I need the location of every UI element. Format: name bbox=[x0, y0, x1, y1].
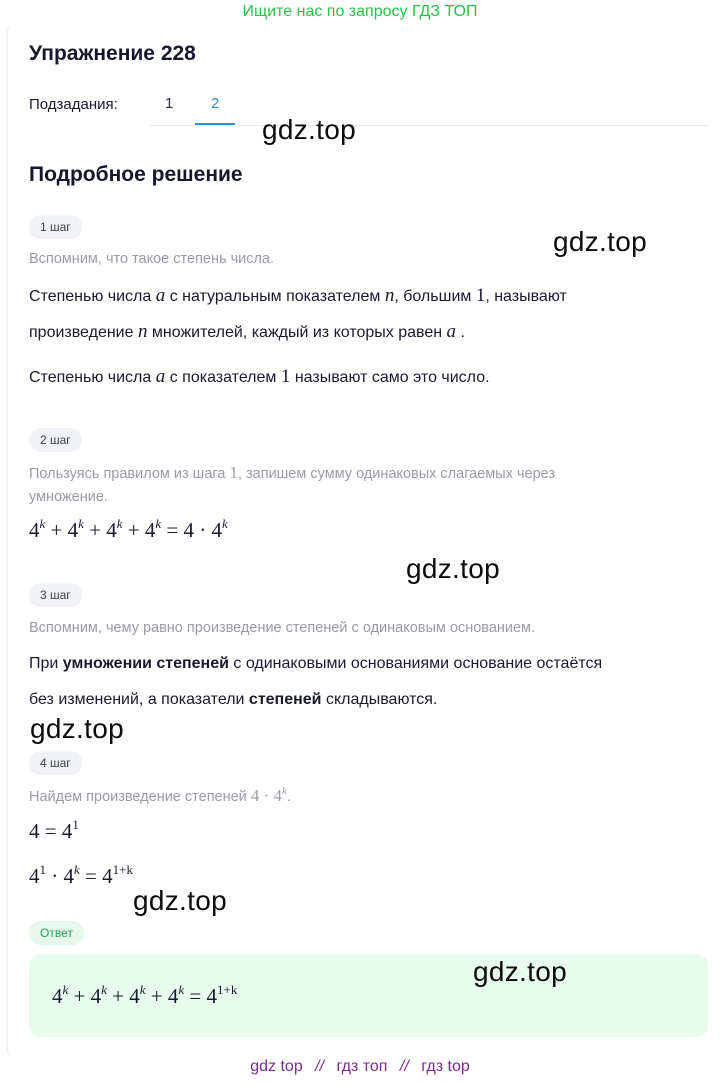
subtask-tab-1[interactable]: 1 bbox=[165, 95, 174, 112]
step-badge: 2 шаг bbox=[29, 428, 82, 452]
footer-link[interactable]: gdz top bbox=[250, 1058, 303, 1075]
watermark: gdz.top bbox=[133, 885, 227, 916]
watermark: gdz.top bbox=[406, 553, 500, 584]
watermark: gdz.top bbox=[262, 114, 356, 145]
step-hint: Пользуясь правилом из шага 1, запишем сумму одинаковых слагаемых через умножение. bbox=[29, 463, 556, 505]
step-hint: Вспомним, что такое степень числа. bbox=[29, 251, 275, 267]
step-text: Степенью числа a с показателем 1 называют само это число. bbox=[29, 366, 490, 387]
step-text: Степенью числа a с натуральным показателем n, большим 1, называют bbox=[29, 285, 567, 306]
step-badge: 4 шаг bbox=[29, 751, 82, 775]
subtasks-label: Подзадания: bbox=[29, 96, 118, 113]
footer-separator: // bbox=[315, 1058, 325, 1075]
watermark: gdz.top bbox=[553, 226, 647, 257]
step-badge: 3 шаг bbox=[29, 583, 82, 607]
footer-links bbox=[0, 1058, 720, 1076]
formula-product: $4^1 \cdot 4^k = 4^{1+k}$ bbox=[29, 862, 133, 888]
exercise-title: Упражнение 228 bbox=[29, 42, 196, 65]
answer-box bbox=[29, 954, 708, 1037]
active-tab-indicator bbox=[195, 123, 235, 125]
answer-formula: $4^k + 4^k + 4^k + 4^k = 4^{1+k}$ bbox=[52, 982, 238, 1008]
footer-separator: // bbox=[399, 1058, 409, 1075]
step-badge: 1 шаг bbox=[29, 215, 82, 239]
solution-heading: Подробное решение bbox=[29, 163, 243, 186]
footer-link[interactable]: гдз топ bbox=[336, 1058, 388, 1075]
footer-link[interactable]: гдз top bbox=[421, 1058, 470, 1075]
step-text: без изменений, а показатели степеней складываются. bbox=[29, 691, 438, 708]
step-hint: Найдем произведение степеней $4 \cdot 4^k$. bbox=[29, 785, 291, 805]
watermark: gdz.top bbox=[30, 713, 124, 744]
step-text: произведение n множителей, каждый из которых равен a . bbox=[29, 321, 465, 342]
answer-badge: Ответ bbox=[29, 921, 84, 945]
promo-banner[interactable]: Ищите нас по запросу ГДЗ ТОП bbox=[242, 3, 478, 20]
watermark: gdz.top bbox=[473, 956, 567, 987]
subtask-tab-2[interactable]: 2 bbox=[211, 95, 220, 112]
formula-power-one: $4 = 4^1$ bbox=[29, 817, 79, 843]
step-text: При умножении степеней с одинаковыми основаниями основание остаётся bbox=[29, 655, 603, 672]
step-hint: Вспомним, чему равно произведение степеней с одинаковым основанием. bbox=[29, 620, 536, 636]
subtasks-divider bbox=[150, 125, 708, 126]
formula-sum: 4$^k$ + 4$^k$ + 4$^k$ + 4$^k$ = 4 · 4$^k$ bbox=[29, 516, 228, 542]
